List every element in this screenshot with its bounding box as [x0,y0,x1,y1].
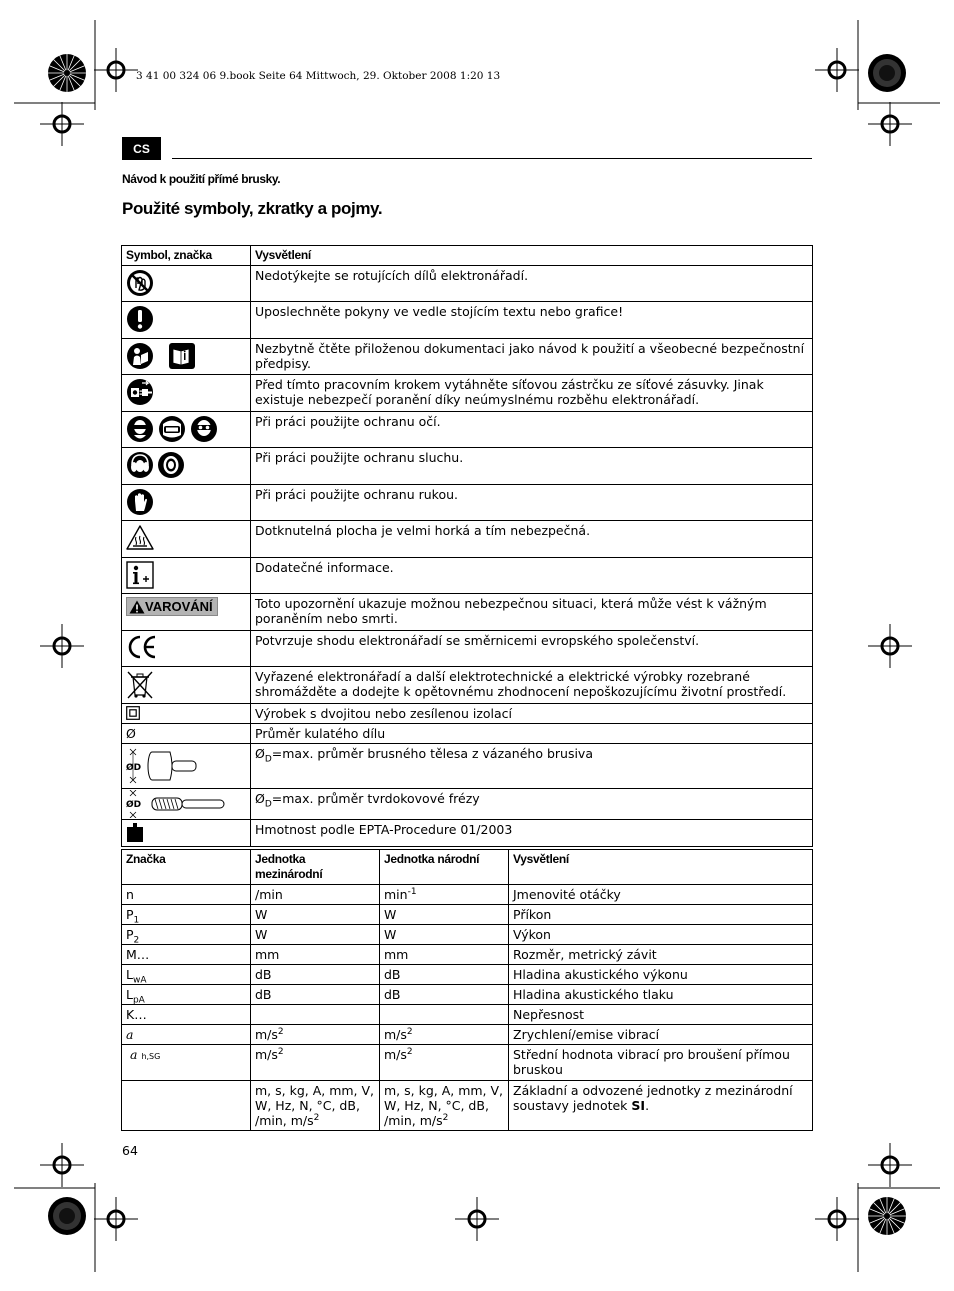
warning-label [126,597,218,616]
table-cell: Nedotýkejte se rotujících dílů elektronářadí. [251,266,813,302]
table-cell: Nezbytně čtěte přiloženou dokumentaci jako návod k použití a všeobecné bezpečnostní předpisy. [251,339,813,375]
table-cell [122,965,251,985]
table-row [122,1005,813,1025]
starburst-mark-icon [867,53,907,93]
table-cell [251,1081,380,1131]
table-row [122,412,813,448]
table-cell: Při práci použijte ochranu očí. [251,412,813,448]
hand-protection-icon [126,488,154,516]
table-row [122,631,813,667]
page-title: Použité symboly, zkratky a pojmy. [122,199,383,218]
table-cell: mm [380,945,509,965]
table-cell: Nepřesnost [509,1005,813,1025]
table-cell-text: =max. průměr brusného tělesa z vázaného brusiva [271,746,593,761]
table-cell [122,985,251,1005]
table-cell: Toto upozornění ukazuje možnou nebezpečnou situaci, která může vést k vážným poraněním nebo smrti. [251,594,813,631]
table-cell [380,885,509,905]
col-national-unit: Jednotka národní [380,850,509,885]
table-row [122,558,813,594]
double-insulation-icon [126,706,140,720]
starburst-mark-icon [47,53,87,93]
unit-sup: 2 [442,1112,449,1123]
table-row [122,985,813,1005]
table-cell: W [380,905,509,925]
table-cell: mm [251,945,380,965]
weee-bin-icon [126,670,154,700]
carbide-cutter-diameter-icon [126,790,226,818]
table-cell [380,1081,509,1131]
col-sign: Značka [122,850,251,885]
sign-text: a [130,1047,138,1062]
table-row [122,594,813,631]
info-icon [126,561,154,589]
table-cell: Hmotnost podle EPTA-Procedure 01/2003 [251,820,813,847]
table-cell [380,1025,509,1045]
sign-text: P [126,907,134,922]
sign-text: P [126,927,134,942]
sign-sub: 1 [133,915,140,926]
table-cell: Příkon [509,905,813,925]
symbols-table-header [122,246,813,266]
no-touch-rotating-icon [126,269,154,297]
desc-tail: . [645,1098,650,1113]
sign-sub: h,SG [141,1052,161,1061]
table-cell [509,1081,813,1131]
table-row [122,375,813,412]
desc-bold: SI [631,1098,646,1113]
sign-sub: 2 [133,935,140,946]
table-cell [380,1005,509,1025]
table-cell: Před tímto pracovním krokem vytáhněte síťovou zástrčku ze síťové zásuvky. Jinak existuje nebezpečí poranění díky neúmyslnému rozběhu elektronářadí. [251,375,813,412]
symbols-table [121,245,813,847]
table-cell [251,1045,380,1081]
table-cell: Výkon [509,925,813,945]
table-cell: W [251,925,380,945]
table-row [122,789,813,820]
table-cell: Rozměr, metrický závit [509,945,813,965]
sign-text: a [126,1027,134,1042]
table-cell [251,1005,380,1025]
table-cell [251,744,813,789]
table-cell: W [380,925,509,945]
crosshair-mark-icon [868,102,912,146]
sign-text: L [126,967,133,982]
unit-sup: 2 [406,1046,413,1057]
diameter-sub: D [264,799,272,810]
table-cell [251,1025,380,1045]
svg-text:ØD: ØD [126,763,142,773]
starburst-mark-icon [867,1196,907,1236]
weight-icon [126,823,144,843]
table-row [122,302,813,339]
table-cell: n [122,885,251,905]
unit-text: m, s, kg, A, mm, V, W, Hz, N, °C, dB, /min, m/s [384,1083,504,1128]
table-cell: Potvrzuje shodu elektronářadí se směrnicemi evropského společenství. [251,631,813,667]
table-cell: dB [380,965,509,985]
table-row [122,945,813,965]
units-table [121,849,813,1131]
table-cell: Při práci použijte ochranu sluchu. [251,448,813,485]
table-row [122,485,813,521]
hot-surface-icon [126,524,154,552]
table-row [122,820,813,847]
table-cell [122,1025,251,1045]
table-row [122,521,813,558]
table-cell: Jmenovité otáčky [509,885,813,905]
table-row [122,1081,813,1131]
language-badge: CS [122,137,161,160]
table-row [122,925,813,945]
book-header-line: 3 41 00 324 06 9.book Seite 64 Mittwoch, 29. Oktober 2008 1:20 13 [136,70,501,82]
warning-label-text: VAROVÁNÍ [145,599,213,614]
col-symbol: Symbol, značka [122,246,251,266]
exclamation-icon [126,305,154,333]
ce-mark-icon [126,634,158,660]
eye-protection-icon [126,415,218,443]
table-row [122,667,813,704]
crosshair-mark-icon [40,102,84,146]
unit-text: m/s [255,1027,278,1042]
table-cell: W [251,905,380,925]
header-rule [172,158,812,159]
col-explanation: Vysvětlení [251,246,813,266]
read-manual-icon [126,342,196,370]
table-row [122,339,813,375]
sign-sub: wA [132,975,147,986]
table-cell: dB [251,965,380,985]
table-row [122,724,813,744]
document-subtitle: Návod k použití přímé brusky. [122,172,281,186]
table-cell [251,789,813,820]
table-row [122,744,813,789]
table-cell: Dodatečné informace. [251,558,813,594]
table-cell: Průměr kulatého dílu [251,724,813,744]
sign-sub: pA [132,995,145,1006]
crosshair-mark-icon [868,1143,912,1187]
crosshair-mark-icon [94,1197,138,1241]
unit-text: m/s [255,1047,278,1062]
sign-text: L [126,987,133,1002]
diameter-prefix: Ø [255,791,265,806]
table-cell: M… [122,945,251,965]
page-number: 64 [122,1143,138,1158]
table-cell: Dotknutelná plocha je velmi horká a tím nebezpečná. [251,521,813,558]
crosshair-mark-icon [94,48,138,92]
crosshair-mark-icon [40,1143,84,1187]
unit-sup: -1 [407,886,417,897]
table-cell: /min [251,885,380,905]
table-cell: Uposlechněte pokyny ve vedle stojícím textu nebo grafice! [251,302,813,339]
diameter-sub: D [264,754,272,765]
unit-text: m, s, kg, A, mm, V, W, Hz, N, °C, dB, /min, m/s [255,1083,375,1128]
table-cell [122,905,251,925]
table-cell: Při práci použijte ochranu rukou. [251,485,813,521]
unit-sup: 2 [277,1026,284,1037]
desc-text: Základní a odvozené jednotky z mezinárodní soustavy jednotek [513,1083,793,1113]
table-row [122,1025,813,1045]
svg-text:ØD: ØD [126,800,142,810]
diameter-symbol: Ø [122,724,251,744]
table-cell-text: =max. průměr tvrdokovové frézy [271,791,480,806]
table-row [122,1045,813,1081]
unplug-icon [126,378,154,406]
table-cell [122,1045,251,1081]
table-row [122,448,813,485]
unit-sup: 2 [313,1112,320,1123]
table-row [122,266,813,302]
table-cell [122,925,251,945]
unit-sup: 2 [277,1046,284,1057]
unit-text: m/s [384,1047,407,1062]
table-cell: dB [380,985,509,1005]
unit-text: m/s [384,1027,407,1042]
table-cell: Výrobek s dvojitou nebo zesílenou izolací [251,704,813,724]
unit-text: min [384,887,408,902]
table-cell: Hladina akustického výkonu [509,965,813,985]
table-cell [380,1045,509,1081]
unit-sup: 2 [406,1026,413,1037]
table-cell: dB [251,985,380,1005]
table-cell: Hladina akustického tlaku [509,985,813,1005]
table-cell: Střední hodnota vibrací pro broušení přímou bruskou [509,1045,813,1081]
table-row [122,905,813,925]
units-table-header [122,850,813,885]
table-row [122,885,813,905]
starburst-mark-icon [47,1196,87,1236]
diameter-prefix: Ø [255,746,265,761]
crosshair-mark-icon [815,1197,859,1241]
table-cell: Zrychlení/emise vibrací [509,1025,813,1045]
crosshair-mark-icon [455,1197,499,1241]
crosshair-mark-icon [868,624,912,668]
warning-triangle-icon [129,600,145,614]
table-row [122,965,813,985]
col-explanation: Vysvětlení [509,850,813,885]
col-intl-unit: Jednotka mezinárodní [251,850,380,885]
table-cell [122,1081,251,1131]
table-cell: Vyřazené elektronářadí a další elektrotechnické a elektrické výrobky rozebrané shromážděte a dodejte k opětovnému zhodnocení nepoškozujícímu životní prostředí. [251,667,813,704]
table-cell: K… [122,1005,251,1025]
table-row [122,704,813,724]
crosshair-mark-icon [815,48,859,92]
grinding-wheel-diameter-icon [126,747,198,785]
crosshair-mark-icon [40,624,84,668]
ear-protection-icon [126,451,186,479]
